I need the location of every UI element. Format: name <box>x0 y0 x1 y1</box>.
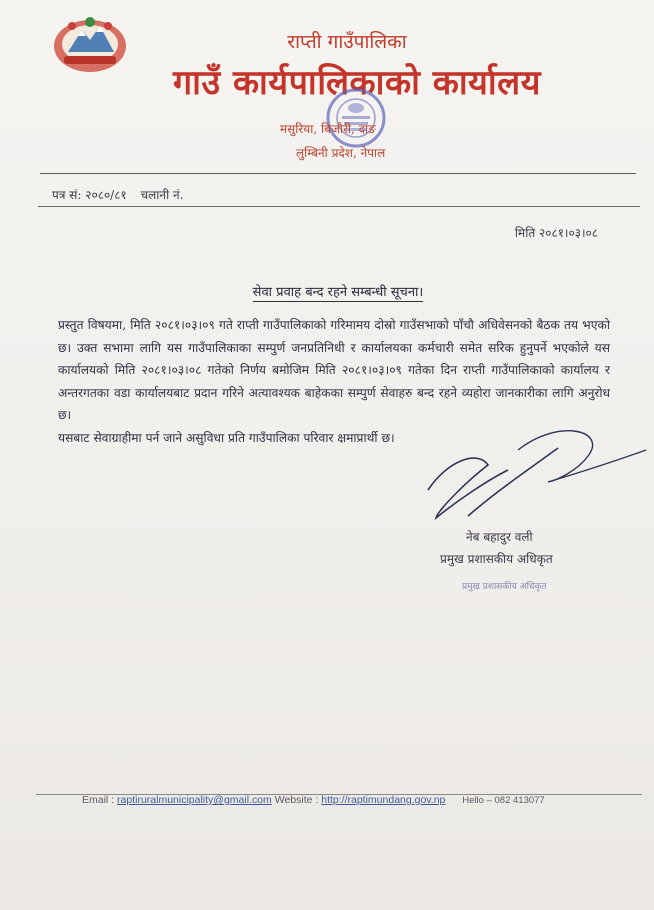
dispatch-number: चलानी नं. <box>140 188 184 202</box>
body-paragraph-2: यसबाट सेवाग्राहीमा पर्न जाने असुविधा प्रति गाउँपालिका परिवार क्षमाप्रार्थी छ। <box>58 430 395 445</box>
email-label: Email : <box>82 794 115 806</box>
header-divider <box>40 173 636 174</box>
reference-divider <box>38 206 640 207</box>
phone-number: Hello – 082 413077 <box>462 795 545 806</box>
handwritten-signature <box>408 420 648 532</box>
signatory-title: प्रमुख प्रशासकीय अधिकृत <box>440 552 553 566</box>
email-link[interactable]: raptiruralmunicipality@gmail.com <box>117 794 272 806</box>
reference-line <box>52 186 193 203</box>
signatory-name: नेब बहादुर वली <box>466 530 533 544</box>
letter-date: मिति २०८१।०३।०८ <box>514 226 598 240</box>
subject-heading <box>0 282 654 300</box>
letter-number: पत्र सं: २०८०/८१ <box>52 188 127 202</box>
website-link[interactable]: http://raptimundang.gov.np <box>321 794 446 806</box>
footer-contact <box>82 794 545 806</box>
body-paragraph-1: प्रस्तुत विषयमा, मिति २०८१।०३।०९ गते राप्ती गाउँपालिकाको गरिमामय दोस्रो गाउँसभाको पाँचौ अधिवेसनको बैठक तय भएको छ। उक्त सभामा लागि यस गाउँपालिकाका सम्पुर्ण जनप्रतिनिधी र कार्यालयका कर्मचारी समेत सरिक हुनुपर्ने भएकोले यस कार्यालयको मिति २०८१।०३।०८ गतेको निर्णय बमोजिम मिति २०८१।०३।०९ गतेका दिन राप्ती गाउँपालिकाको कार्यालय र अन्तरगतका वडा कार्यालयबाट प्रदान गरिने अत्यावश्यक बाहेकका सम्पुर्ण सेवाहरु बन्द रहने व्यहोरा जानकारीका लागि अनुरोध छ। <box>58 318 610 422</box>
website-label: Website : <box>274 794 319 806</box>
address-line-1: मसुरिया, बिजौरी, दाङ <box>280 122 376 136</box>
signatory-stamp: प्रमुख प्रशासकीय अधिकृत <box>462 582 547 592</box>
office-stamp-icon <box>324 86 388 150</box>
subject-text: सेवा प्रवाह बन्द रहने सम्बन्धी सूचना। <box>252 285 424 300</box>
address-line-2: लुम्बिनी प्रदेश, नेपाल <box>296 146 386 160</box>
office-title: गाउँ कार्यपालिकाको कार्यालय <box>173 63 541 103</box>
municipality-name: राप्ती गाउँपालिका <box>287 31 407 53</box>
